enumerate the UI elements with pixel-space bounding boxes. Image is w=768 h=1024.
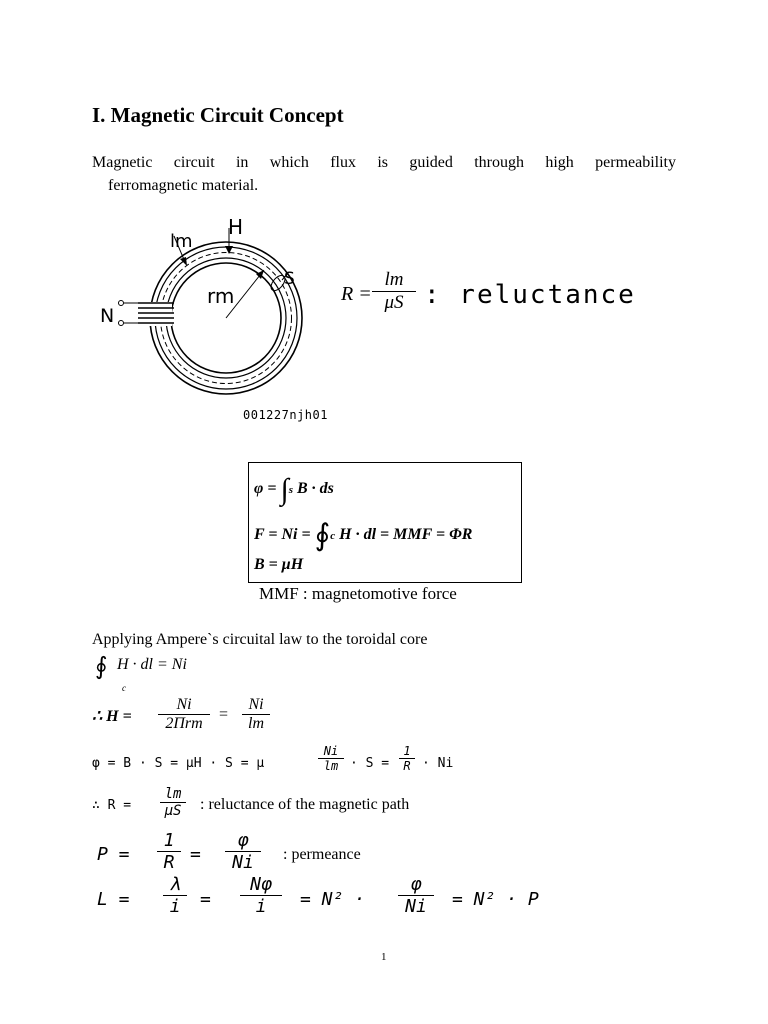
contour-integral-icon: ∮ [314, 519, 331, 552]
loop-subscript: c [122, 683, 126, 693]
coil-windings [119, 301, 175, 327]
reluctance-path-label: : reluctance of the magnetic path [200, 796, 410, 813]
label-H: H [228, 215, 244, 239]
phi-fraction-2: 1 R [399, 744, 415, 773]
reluctance-fraction [372, 269, 416, 314]
label-lm: lm [170, 231, 193, 252]
label-rm: rm [207, 284, 235, 308]
reluctance-label: : reluctance [424, 280, 636, 310]
reluctance-numerator: lm [384, 269, 404, 290]
permeance-label: : permeance [283, 846, 361, 863]
reluctance-lhs: R = [341, 283, 372, 305]
l-fraction-1: λ i [163, 874, 187, 917]
r-fraction: lm μS [160, 786, 186, 819]
b-mu-h-equation: B = μH [254, 556, 304, 573]
h-fraction-1: Ni 2Πrm [158, 696, 210, 733]
ampere-intro: Applying Ampere`s circuital law to the toroidal core [92, 631, 428, 648]
r-therefore: ∴ R = [92, 798, 132, 813]
l-fraction-3: φ Ni [398, 874, 434, 917]
loop-integral: H · dl = Ni [117, 656, 187, 673]
reluctance-denominator: μS [384, 292, 404, 313]
l-lhs: L = [97, 889, 130, 910]
phi-fraction-1: Ni lm [318, 744, 344, 773]
mmf-equation: F = Ni = ∮c H · dl = MMF = ΦR [254, 519, 473, 552]
page-title: I. Magnetic Circuit Concept [92, 103, 344, 127]
flux-equation: φ = ∫s B · ds [254, 473, 334, 506]
label-S: S [284, 269, 295, 289]
h-therefore: ∴ H = [92, 708, 132, 725]
phi-equation-lhs: φ = B · S = μH · S = μ [92, 756, 265, 771]
intro-text-line2: ferromagnetic material. [108, 177, 259, 194]
intro-text-line1: Magnetic circuit in which flux is guided through high permeability [92, 154, 676, 171]
h-fraction-2: Ni lm [242, 696, 270, 733]
contour-integral-icon: ∮ [95, 654, 108, 680]
mmf-note: MMF : magnetomotive force [259, 584, 457, 603]
label-N: N [100, 305, 115, 327]
p-fraction-1: 1 R [157, 830, 181, 873]
p-lhs: P = [97, 844, 130, 865]
integral-icon: ∫ [280, 473, 289, 506]
page-number: 1 [381, 951, 387, 963]
l-fraction-2: Nφ i [240, 874, 282, 917]
p-fraction-2: φ Ni [225, 830, 261, 873]
figure-caption: 001227njh01 [243, 408, 328, 422]
toroid-figure [88, 210, 318, 410]
